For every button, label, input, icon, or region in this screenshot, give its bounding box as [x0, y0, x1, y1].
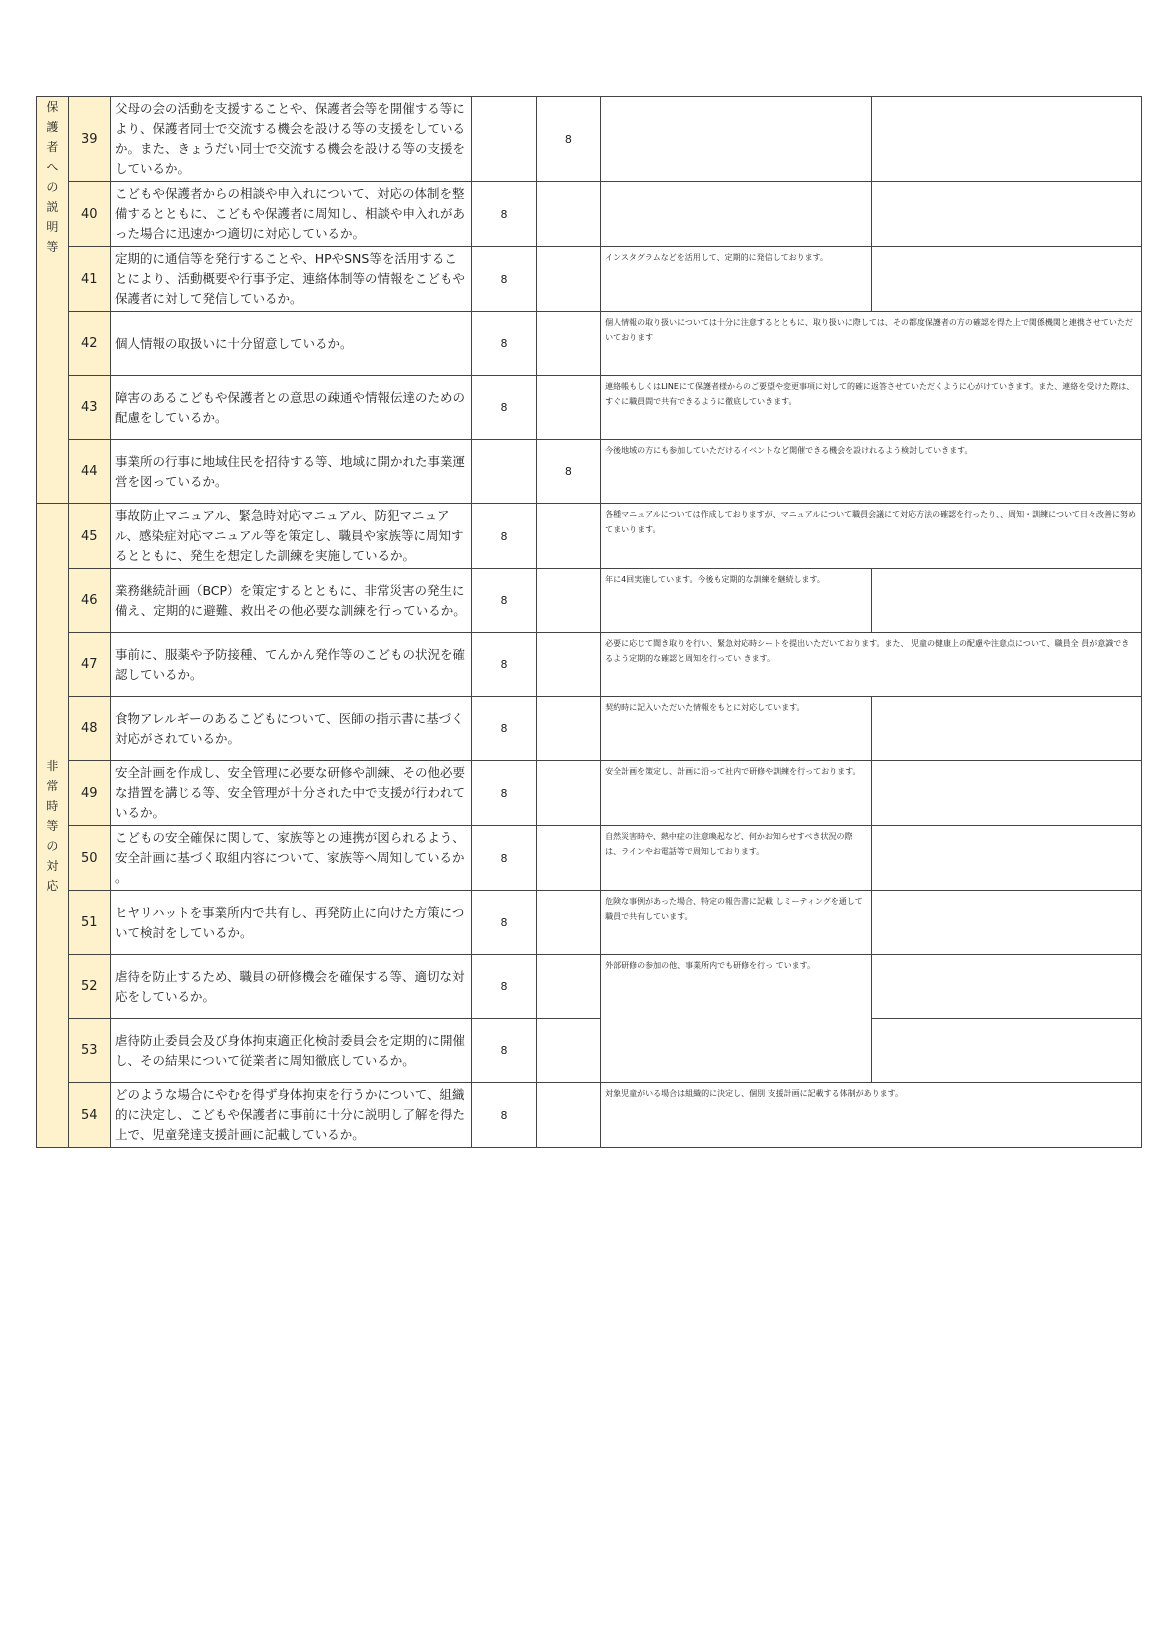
item-number: 46: [68, 569, 110, 633]
table-row: [37, 1083, 1142, 1148]
no-count: 8: [536, 97, 600, 182]
table-row: [37, 440, 1142, 504]
no-count: [536, 891, 600, 955]
item-number: 51: [68, 891, 110, 955]
category-char: 明: [46, 220, 59, 234]
category-char: 等: [46, 818, 59, 833]
comment-cell: 必要に応じて聞き取りを行い、緊急対応時シートを提出いただいております。また、 児童の健康上の配慮や注意点について、職員全 員が意識できるよう定期的な確認と周知を行ってい きます。: [601, 633, 1142, 697]
yes-count: 8: [472, 247, 536, 312]
item-number: 45: [68, 504, 110, 569]
category-char: の: [46, 180, 59, 194]
table-row: [37, 569, 1142, 633]
category-char: 非: [46, 758, 59, 773]
comment-cell: 年に4回実施しています。今後も定期的な訓練を継続します。: [601, 569, 871, 633]
comment-cell: インスタグラムなどを活用して、定期的に発信しております。: [601, 247, 871, 312]
improvement-cell: [871, 97, 1141, 182]
item-number: 40: [68, 182, 110, 247]
question-text: 虐待を防止するため、職員の研修機会を確保する等、適切な対応をしているか。: [110, 955, 471, 1019]
comment-cell: 危険な事例があった場合、特定の報告書に記載 しミーティングを通して職員で共有しています。: [601, 891, 871, 955]
yes-count: 8: [472, 1083, 536, 1148]
category-char: 者: [46, 140, 59, 154]
category-label: [37, 97, 68, 257]
table-row: [37, 955, 1142, 1019]
table-row: [37, 697, 1142, 761]
comment-cell: 契約時に記入いただいた情報をもとに対応しています。: [601, 697, 871, 761]
no-count: [536, 955, 600, 1019]
evaluation-table: [36, 96, 1142, 1148]
no-count: [536, 697, 600, 761]
yes-count: 8: [472, 955, 536, 1019]
item-number: 39: [68, 97, 110, 182]
yes-count: 8: [472, 182, 536, 247]
category-char: 時: [46, 798, 59, 813]
no-count: [536, 1083, 600, 1148]
category-char: の: [46, 838, 59, 853]
no-count: [536, 504, 600, 569]
no-count: [536, 182, 600, 247]
comment-cell: 連絡帳もしくはLINEにて保護者様からのご要望や変更事項に対して的確に返答させていただくように心がけていきます。また、連絡を受けた際は、すぐに職員間で共有できるように徹底していきます。: [601, 376, 1142, 440]
item-number: 49: [68, 761, 110, 826]
category-char: 等: [46, 240, 59, 254]
no-count: [536, 569, 600, 633]
comment-cell: 個人情報の取り扱いについては十分に注意するとともに、取り扱いに際しては、その都度保護者の方の確認を得た上で関係機関と連携させていただいております: [601, 312, 1142, 376]
item-number: 43: [68, 376, 110, 440]
item-number: 50: [68, 826, 110, 891]
item-number: 47: [68, 633, 110, 697]
comment-cell: 各種マニュアルについては作成しておりますが、マニュアルについて職員会議にて対応方法の確認を行ったり、、周知・訓練について日々改善に努めてまいります。: [601, 504, 1142, 569]
comment-cell: 自然災害時や、熱中症の注意喚起など、何かお知らせすべき状況の際は、ラインやお電話等で周知しております。: [601, 826, 871, 891]
category-char: 応: [46, 878, 59, 893]
improvement-cell: [871, 697, 1141, 761]
category-char: 説: [46, 200, 59, 214]
yes-count: 8: [472, 569, 536, 633]
category-char: 常: [46, 778, 59, 793]
no-count: [536, 376, 600, 440]
table-row: [37, 376, 1142, 440]
question-text: 食物アレルギーのあるこどもについて、医師の指示書に基づく対応がされているか。: [110, 697, 471, 761]
yes-count: 8: [472, 633, 536, 697]
item-number: 53: [68, 1019, 110, 1083]
yes-count: [472, 97, 536, 182]
no-count: [536, 247, 600, 312]
table-row: [37, 182, 1142, 247]
question-text: ヒヤリハットを事業所内で共有し、再発防止に向けた方策について検討をしているか。: [110, 891, 471, 955]
table-row: [37, 633, 1142, 697]
question-text: こどもの安全確保に関して、家族等との連携が図られるよう、安全計画に基づく取組内容について、家族等へ周知しているか 。: [110, 826, 471, 891]
item-number: 54: [68, 1083, 110, 1148]
question-text: 安全計画を作成し、安全管理に必要な研修や訓練、その他必要な措置を講じる等、安全管理が十分された中で支援が行われているか。: [110, 761, 471, 826]
item-number: 44: [68, 440, 110, 504]
category-char: 護: [46, 120, 59, 134]
improvement-cell: [871, 761, 1141, 826]
no-count: [536, 312, 600, 376]
comment-cell: [601, 97, 871, 182]
question-text: 事業所の行事に地域住民を招待する等、地域に開かれた事業運営を図っているか。: [110, 440, 471, 504]
improvement-cell: [871, 247, 1141, 312]
no-count: [536, 1019, 600, 1083]
yes-count: 8: [472, 761, 536, 826]
table-row: [37, 1019, 1142, 1083]
question-text: 父母の会の活動を支援することや、保護者会等を開催する等により、保護者同士で交流する機会を設ける等の支援をしているか。また、きょうだい同士で交流する機会を設ける等の支援をしているか。: [110, 97, 471, 182]
yes-count: 8: [472, 826, 536, 891]
yes-count: 8: [472, 504, 536, 569]
improvement-cell: [871, 1019, 1141, 1083]
improvement-cell: [871, 569, 1141, 633]
question-text: こどもや保護者からの相談や申入れについて、対応の体制を整備するとともに、こどもや保護者に周知し、相談や申入れがあった場合に迅速かつ適切に対応しているか。: [110, 182, 471, 247]
category-label: [37, 756, 68, 896]
improvement-cell: [871, 182, 1141, 247]
question-text: 障害のあるこどもや保護者との意思の疎通や情報伝達のための配慮をしているか。: [110, 376, 471, 440]
question-text: 事前に、服薬や予防接種、てんかん発作等のこどもの状況を確認しているか。: [110, 633, 471, 697]
table-row: [37, 891, 1142, 955]
question-text: 虐待防止委員会及び身体拘束適正化検討委員会を定期的に開催し、その結果について従業者に周知徹底しているか。: [110, 1019, 471, 1083]
table-row: [37, 761, 1142, 826]
question-text: どのような場合にやむを得ず身体拘束を行うかについて、組織的に決定し、こどもや保護者に事前に十分に説明し了解を得た上で、児童発達支援計画に記載しているか。: [110, 1083, 471, 1148]
category-cell: [37, 97, 69, 504]
yes-count: 8: [472, 312, 536, 376]
item-number: 42: [68, 312, 110, 376]
table-row: [37, 312, 1142, 376]
comment-cell: [601, 182, 871, 247]
category-char: 保: [46, 100, 59, 114]
table-row: [37, 97, 1142, 182]
yes-count: 8: [472, 376, 536, 440]
category-char: 対: [46, 858, 59, 873]
comment-cell: 今後地域の方にも参加していただけるイベントなど開催できる機会を設けれるよう検討していきます。: [601, 440, 1142, 504]
comment-cell: 安全計画を策定し、計画に沿って社内で研修や訓練を行っております。: [601, 761, 871, 826]
no-count: [536, 761, 600, 826]
comment-cell: 対象児童がいる場合は組織的に決定し、個別 支援計画に記載する体制があります。: [601, 1083, 1142, 1148]
no-count: [536, 633, 600, 697]
category-cell: [37, 504, 69, 1148]
table-row: [37, 247, 1142, 312]
category-char: へ: [46, 160, 59, 174]
comment-cell: 外部研修の参加の他、事業所内でも研修を行っ ています。: [601, 955, 871, 1083]
item-number: 41: [68, 247, 110, 312]
yes-count: 8: [472, 1019, 536, 1083]
question-text: 業務継続計画（BCP）を策定するとともに、非常災害の発生に備え、定期的に避難、救出その他必要な訓練を行っているか。: [110, 569, 471, 633]
table-row: [37, 826, 1142, 891]
improvement-cell: [871, 891, 1141, 955]
item-number: 48: [68, 697, 110, 761]
improvement-cell: [871, 955, 1141, 1019]
question-text: 定期的に通信等を発行することや、HPやSNS等を活用することにより、活動概要や行事予定、連絡体制等の情報をこどもや保護者に対して発信しているか。: [110, 247, 471, 312]
table-row: [37, 504, 1142, 569]
no-count: [536, 826, 600, 891]
question-text: 個人情報の取扱いに十分留意しているか。: [110, 312, 471, 376]
question-text: 事故防止マニュアル、緊急時対応マニュアル、防犯マニュアル、感染症対応マニュアル等を策定し、職員や家族等に周知するとともに、発生を想定した訓練を実施しているか。: [110, 504, 471, 569]
improvement-cell: [871, 826, 1141, 891]
no-count: 8: [536, 440, 600, 504]
yes-count: 8: [472, 697, 536, 761]
yes-count: 8: [472, 891, 536, 955]
yes-count: [472, 440, 536, 504]
item-number: 52: [68, 955, 110, 1019]
